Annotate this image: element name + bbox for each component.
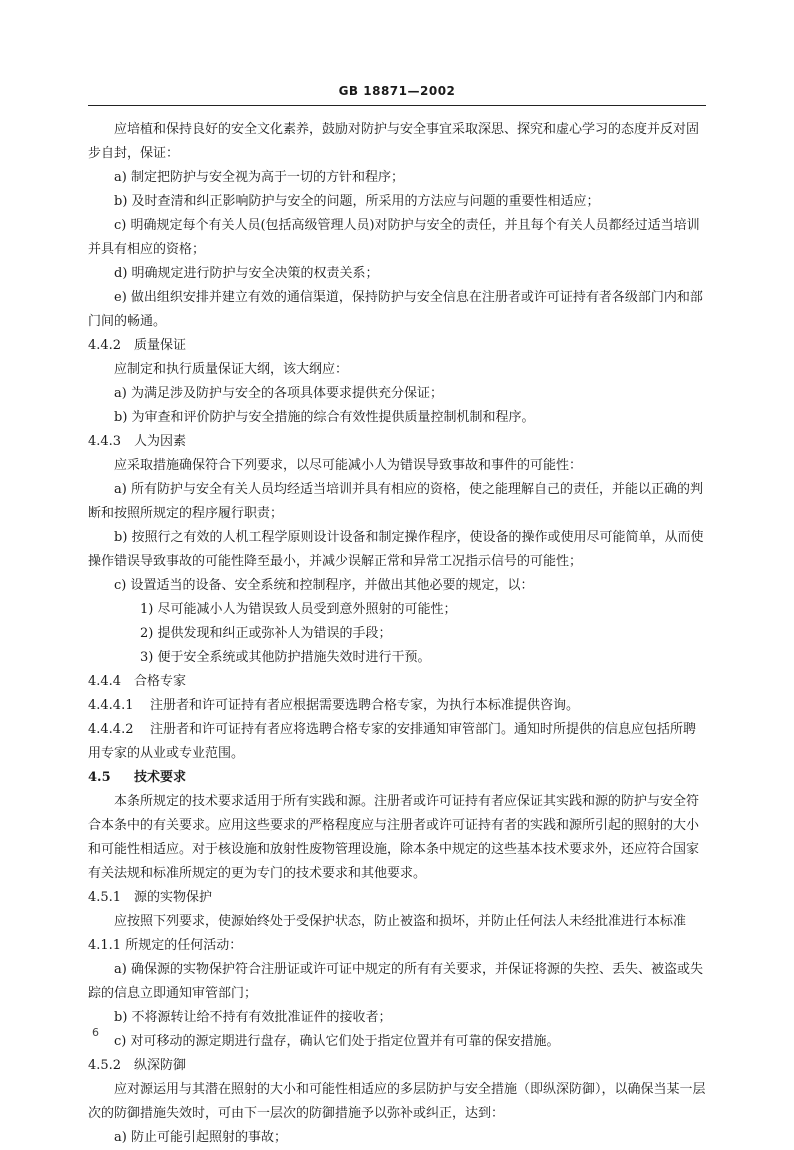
section-title: 技术要求 [134,770,187,785]
intro-item-d: d) 明确规定进行防护与安全决策的权责关系； [114,266,379,281]
intro-paragraph: 应培植和保持良好的安全文化素养，鼓励对防护与安全事宜采取深思、探究和虚心学习的态度并反对固步自封，保证： [88,122,700,161]
section-number: 4.5.2 [88,1058,122,1073]
section-title: 纵深防御 [134,1058,187,1073]
intro-item-e: e) 做出组织安排并建立有效的通信渠道，保持防护与安全信息在注册者或许可证持有者各级部门内和部门间的畅通。 [88,290,703,329]
section-title: 人为因素 [134,434,187,449]
clause-4-4-4-2 [88,718,706,766]
clause-text: 注册者和许可证持有者应根据需要选聘合格专家，为执行本标准提供咨询。 [150,698,580,713]
section-text: 应制定和执行质量保证大纲，该大纲应： [114,362,349,377]
section-text: 应采取措施确保符合下列要求，以尽可能减小人为错误导致事故和事件的可能性： [114,458,583,473]
section-text: 本条所规定的技术要求适用于所有实践和源。注册者或许可证持有者应保证其实践和源的防护与安全符合本条中的有关要求。应用这些要求的严格程度应与注册者或许可证持有者的实践和源所引起的照射的大小和可能性相适应。对于核设施和放射性废物管理设施，除本条中规定的这些基本技术要求外，还应符合国家有关法规和标准所规定的更为专门的技术要求和其他要求。 [88,794,700,881]
section-number: 4.4.3 [88,434,122,449]
sub-list-item: 2) 提供发现和纠正或弥补人为错误的手段； [140,626,392,641]
clause-number: 4.4.4.1 [88,698,134,713]
section-heading-4-4-3 [88,430,706,454]
section-title: 质量保证 [134,338,187,353]
list-item: a) 为满足涉及防护与安全的各项具体要求提供充分保证； [114,386,443,401]
list-item: a) 防止可能引起照射的事故； [114,1130,287,1145]
section-heading-4-5 [88,766,706,790]
header-divider [88,105,706,106]
page-body [88,118,706,1150]
list-item: b) 为审查和评价防护与安全措施的综合有效性提供质量控制机制和程序。 [114,410,535,425]
section-heading-4-5-2 [88,1054,706,1078]
page-number: 6 [92,1026,99,1039]
section-heading-4-5-1 [88,886,706,910]
section-number: 4.5.1 [88,890,122,905]
intro-item-b: b) 及时查清和纠正影响防护与安全的问题，所采用的方法应与问题的重要性相适应； [114,194,600,209]
section-heading-4-4-2 [88,334,706,358]
list-item: a) 所有防护与安全有关人员均经适当培训并具有相应的资格，使之能理解自己的责任，并能以正确的判断和按照所规定的程序履行职责； [88,482,703,521]
list-item: b) 按照行之有效的人机工程学原则设计设备和制定操作程序，使设备的操作或使用尽可能简单，从而使操作错误导致事故的可能性降至最小，并减少误解正常和异常工况指示信号的可能性； [88,530,704,569]
clause-text: 注册者和许可证持有者应将选聘合格专家的安排通知审管部门。通知时所提供的信息应包括所聘用专家的从业或专业范围。 [88,722,697,761]
section-title: 源的实物保护 [134,890,213,905]
list-item: c) 对可移动的源定期进行盘存，确认它们处于指定位置并有可靠的保安措施。 [114,1034,560,1049]
sub-list-item: 1) 尽可能减小人为错误致人员受到意外照射的可能性； [140,602,457,617]
section-number: 4.4.2 [88,338,122,353]
intro-item-a: a) 制定把防护与安全视为高于一切的方针和程序； [114,170,404,185]
section-number: 4.5 [88,770,111,785]
clause-4-4-4-1 [88,694,706,718]
sub-list-item: 3) 便于安全系统或其他防护措施失效时进行干预。 [140,650,431,665]
section-number: 4.4.4 [88,674,122,689]
document-id-header: GB 18871—2002 [338,84,456,98]
list-item: a) 确保源的实物保护符合注册证或许可证中规定的所有有关要求，并保证将源的失控、丢失、被盗或失踪的信息立即通知审管部门； [88,962,703,1001]
section-heading-4-4-4 [88,670,706,694]
intro-item-c: c) 明确规定每个有关人员(包括高级管理人员)对防护与安全的责任，并且每个有关人员都经过适当培训并具有相应的资格； [88,218,700,257]
section-text: 应对源运用与其潜在照射的大小和可能性相适应的多层防护与安全措施（即纵深防御），以确保当某一层次的防御措施失效时，可由下一层次的防御措施予以弥补或纠正，达到： [88,1082,706,1121]
list-item: b) 不将源转让给不持有有效批准证件的接收者； [114,1010,392,1025]
clause-number: 4.4.4.2 [88,722,134,737]
section-title: 合格专家 [134,674,187,689]
section-text: 应按照下列要求，使源始终处于受保护状态，防止被盗和损坏，并防止任何法人未经批准进行本标准 4.1.1 所规定的任何活动： [88,914,687,953]
list-item: c) 设置适当的设备、安全系统和控制程序，并做出其他必要的规定，以： [114,578,534,593]
